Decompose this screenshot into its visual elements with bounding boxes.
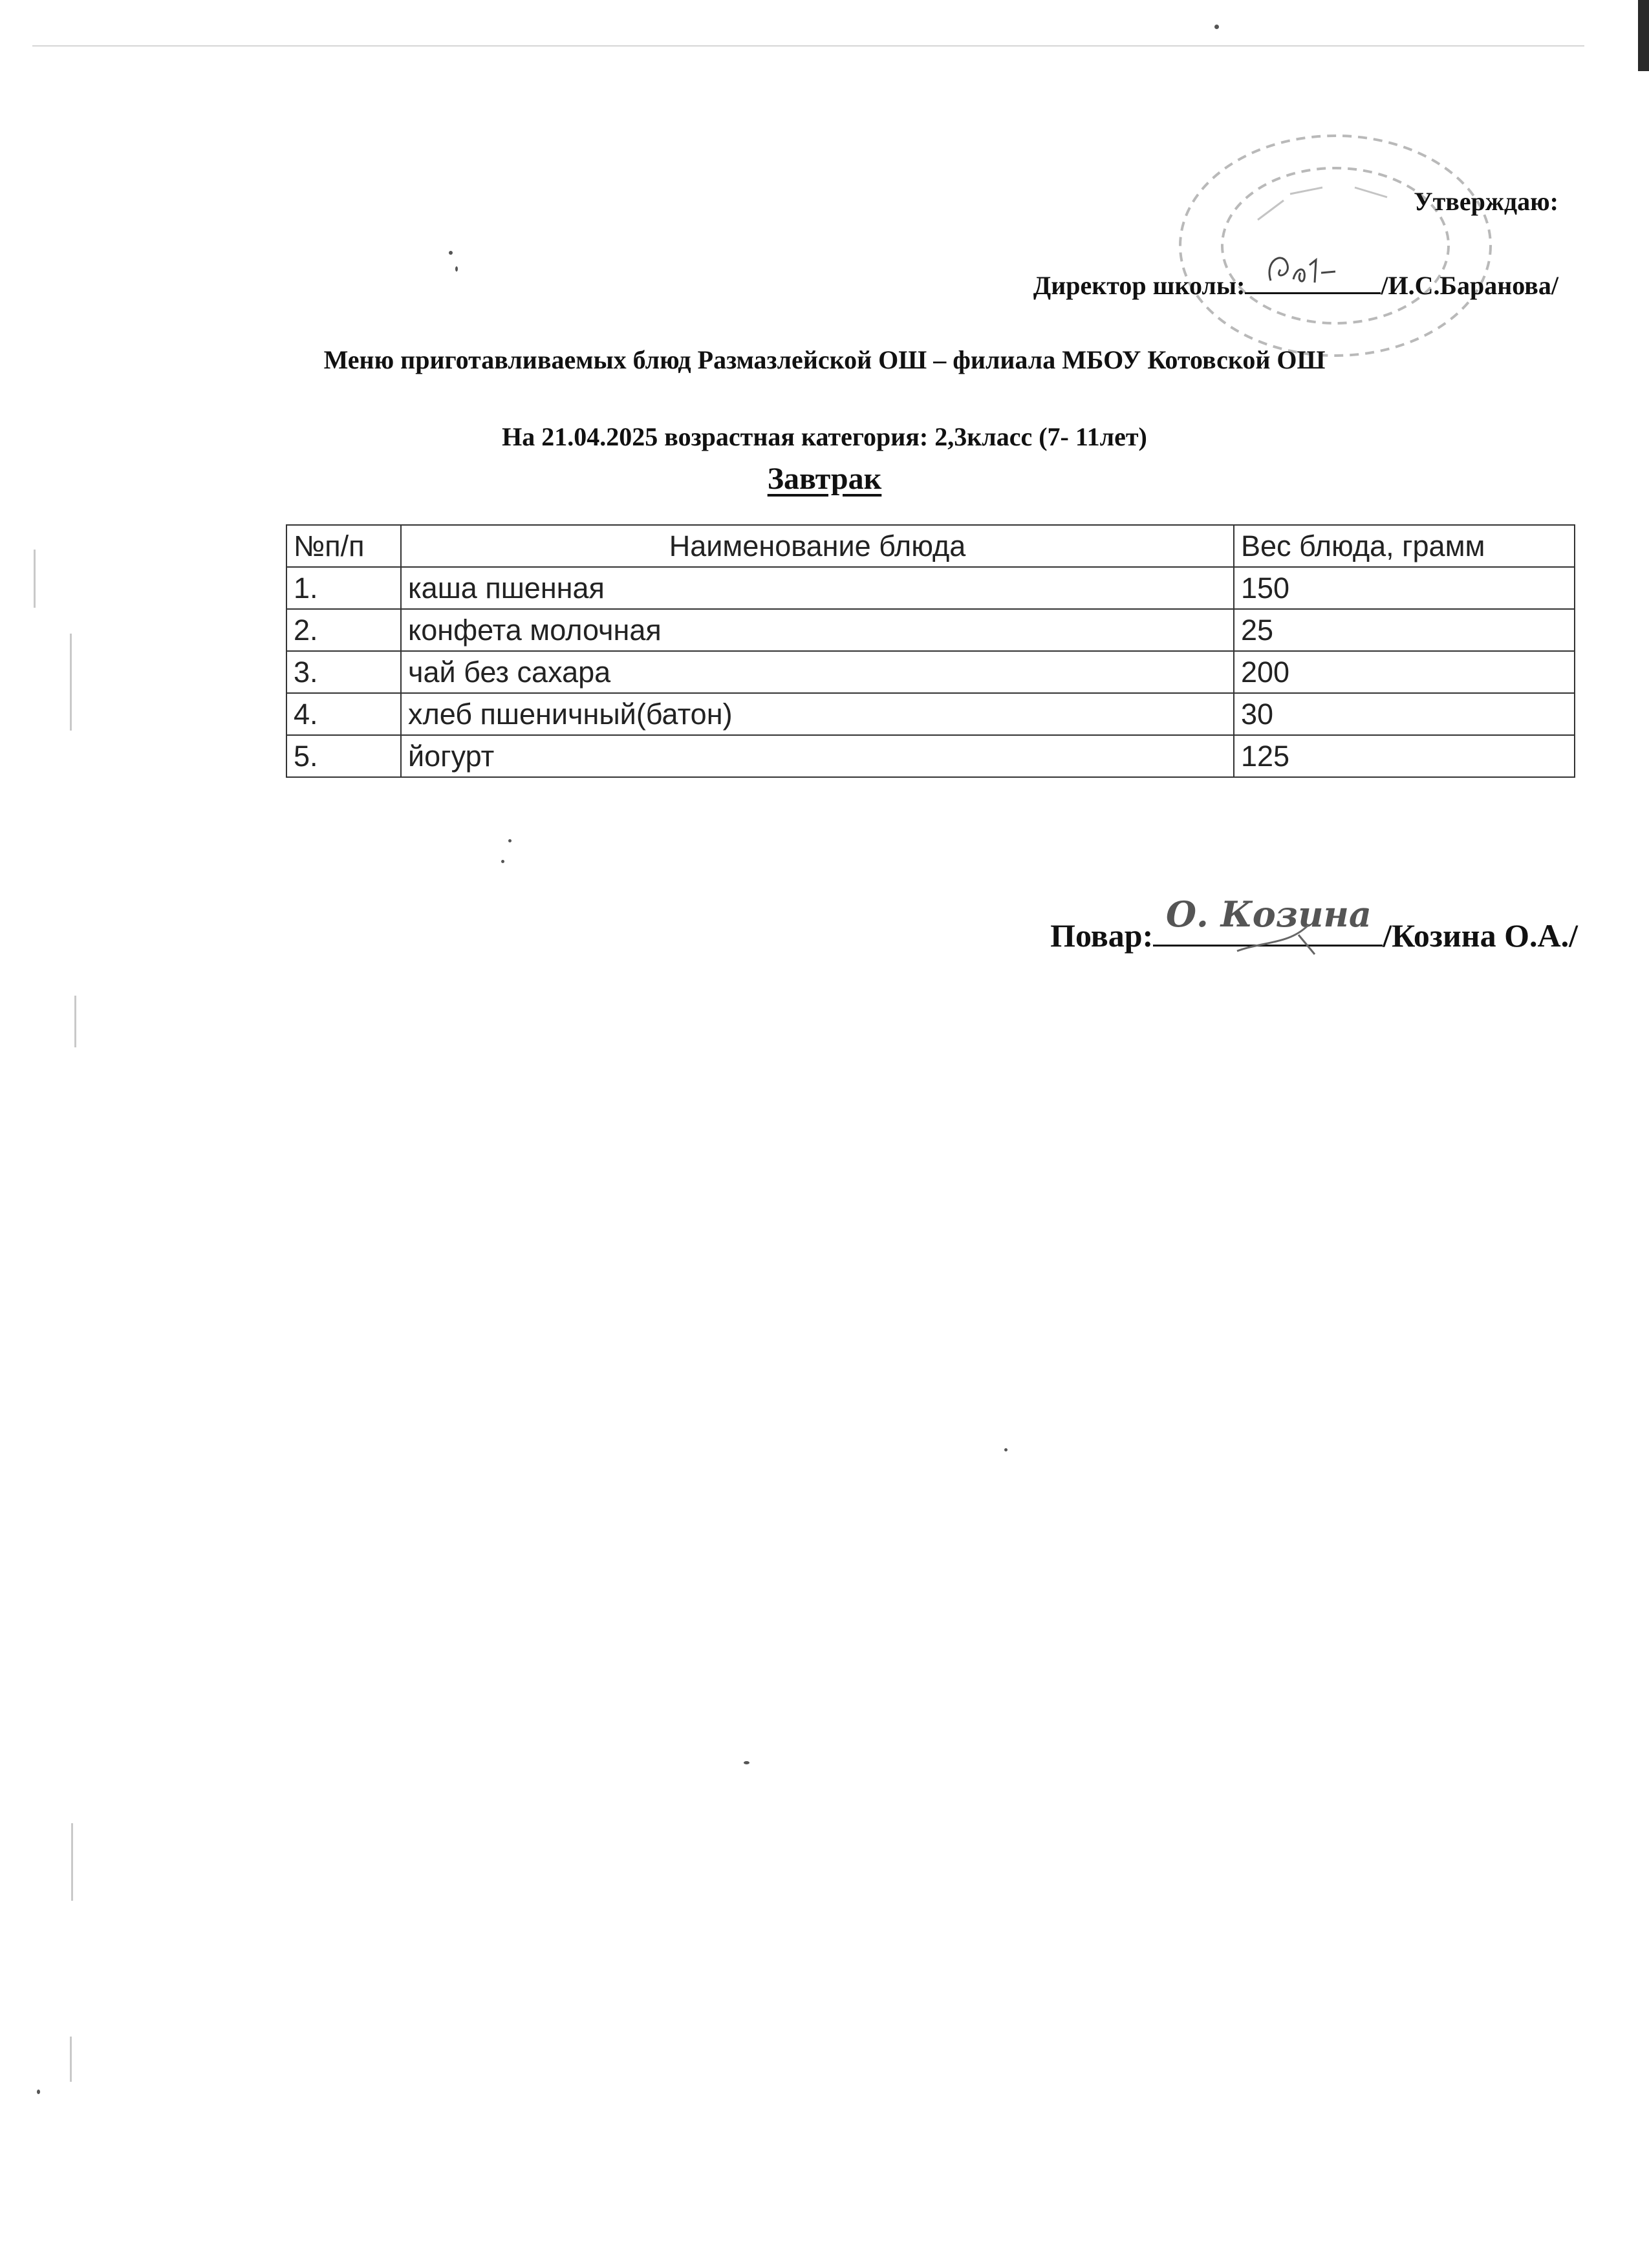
- director-approval-line: [1033, 266, 1558, 301]
- header-dish-name: Наименование блюда: [401, 525, 1234, 567]
- scan-streak: [74, 996, 76, 1047]
- row-number: 3.: [286, 651, 401, 693]
- scan-streak: [34, 550, 36, 608]
- dish-name: хлеб пшеничный(батон): [401, 693, 1234, 735]
- director-signature-drawing: [1245, 247, 1381, 292]
- cook-signature-text: О. Козина: [1166, 893, 1372, 935]
- dish-weight: 25: [1234, 609, 1575, 651]
- cook-name: /Козина О.А./: [1383, 917, 1578, 954]
- director-label: Директор школы:: [1033, 271, 1245, 300]
- table-row: [286, 735, 1575, 777]
- cook-signature: [1153, 893, 1383, 947]
- dish-weight: 150: [1234, 567, 1575, 609]
- table-row: [286, 693, 1575, 735]
- scan-streak: [71, 1823, 73, 1901]
- scan-streak: [70, 2037, 72, 2082]
- scan-streak: [70, 634, 72, 731]
- scan-speck: [508, 839, 512, 842]
- approval-label: Утверждаю:: [1414, 187, 1558, 216]
- scan-speck: [37, 2090, 40, 2094]
- table-row: [286, 609, 1575, 651]
- table-header-row: [286, 525, 1575, 567]
- dish-name: йогурт: [401, 735, 1234, 777]
- scan-speck: [501, 860, 504, 863]
- meal-heading: Завтрак: [767, 462, 882, 496]
- dish-weight: 200: [1234, 651, 1575, 693]
- scan-speck: [744, 1761, 749, 1764]
- header-weight: Вес блюда, грамм: [1234, 525, 1575, 567]
- row-number: 2.: [286, 609, 401, 651]
- scan-edge-shadow: [1638, 0, 1649, 71]
- scan-speck: [1004, 1448, 1008, 1451]
- scan-speck: [1214, 25, 1219, 29]
- dish-name: конфета молочная: [401, 609, 1234, 651]
- director-signature: [1245, 266, 1381, 294]
- row-number: 1.: [286, 567, 401, 609]
- document-title: Меню приготавливаемых блюд Размазлейской ОШ – филиала МБОУ Котовской ОШ: [323, 345, 1326, 374]
- table-row: [286, 651, 1575, 693]
- dish-name: каша пшенная: [401, 567, 1234, 609]
- cook-signoff-line: [1050, 893, 1578, 954]
- cook-signature-drawing: [1153, 886, 1383, 964]
- table-row: [286, 567, 1575, 609]
- scan-edge-line: [32, 45, 1584, 47]
- director-name: /И.С.Баранова/: [1381, 271, 1558, 300]
- cook-label: Повар:: [1050, 917, 1154, 954]
- header-number: №п/п: [286, 525, 401, 567]
- document-subtitle: На 21.04.2025 возрастная категория: 2,3класс (7- 11лет): [502, 422, 1147, 451]
- scan-speck: [449, 251, 453, 255]
- dish-weight: 30: [1234, 693, 1575, 735]
- dish-name: чай без сахара: [401, 651, 1234, 693]
- scan-speck: [455, 266, 458, 272]
- row-number: 5.: [286, 735, 401, 777]
- menu-table: [286, 524, 1575, 778]
- row-number: 4.: [286, 693, 401, 735]
- dish-weight: 125: [1234, 735, 1575, 777]
